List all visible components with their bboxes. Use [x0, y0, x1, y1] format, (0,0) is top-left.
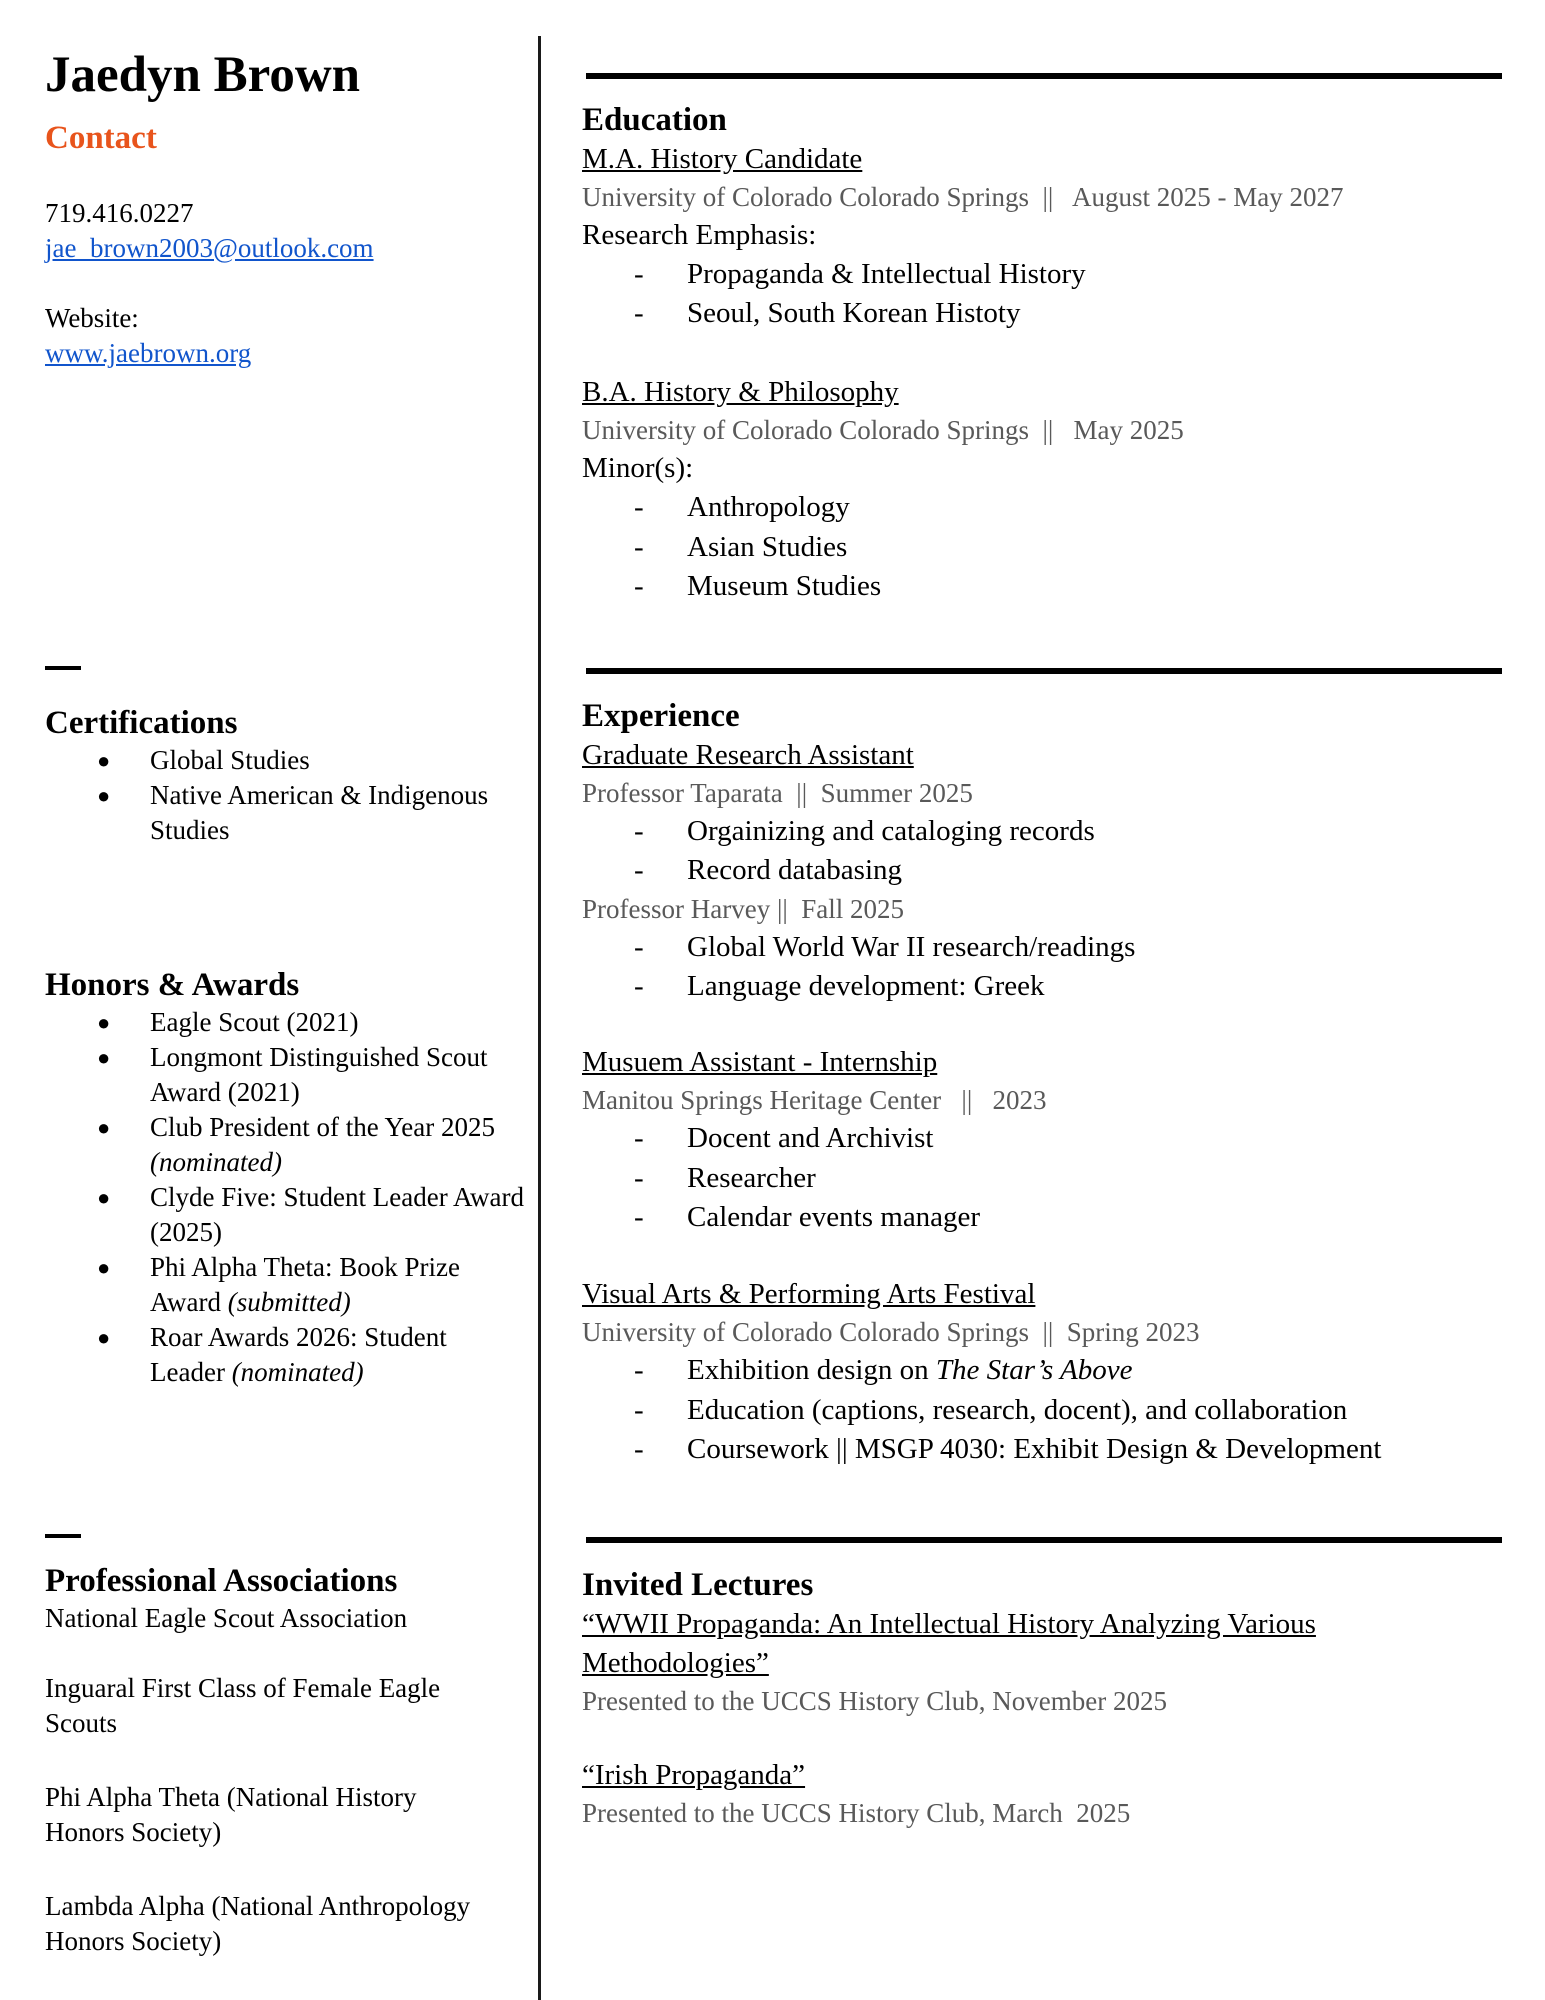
email-link[interactable]: jae_brown2003@outlook.com	[45, 233, 374, 263]
list-item: - Propaganda & Intellectual History	[582, 255, 1344, 295]
list-item: ● Native American & Indigenous Studies	[45, 778, 525, 848]
education-heading: Education	[582, 102, 727, 138]
job-supervisor: Professor Harvey || Fall 2025	[582, 893, 905, 924]
job-title: Visual Arts & Performing Arts Festival	[582, 1278, 1036, 1310]
association-item: Inguaral First Class of Female Eagle Scouts	[45, 1672, 441, 1738]
list-item: - Language development: Greek	[582, 967, 1135, 1007]
website-link[interactable]: www.jaebrown.org	[45, 338, 252, 368]
festival-block	[582, 1275, 1381, 1470]
minors-list	[582, 488, 1184, 607]
experience-heading: Experience	[582, 698, 740, 734]
list-item: - Exhibition design on The Star’s Above	[582, 1351, 1381, 1391]
job-title: Graduate Research Assistant	[582, 738, 914, 771]
list-item: ● Roar Awards 2026: Student Leader (nominated)	[45, 1320, 525, 1390]
degree-title: B.A. History & Philosophy	[582, 376, 899, 408]
certifications-heading: Certifications	[45, 705, 238, 741]
list-item: - Global World War II research/readings	[582, 928, 1135, 968]
lecture-title: “WWII Propaganda: An Intellectual History Analyzing Various Methodologies”	[582, 1607, 1316, 1679]
job-duties	[582, 928, 1135, 1007]
list-item: - Orgainizing and cataloging records	[582, 812, 1135, 852]
degree-institution: University of Colorado Colorado Springs || August 2025 - May 2027	[582, 181, 1344, 212]
job-title: Musuem Assistant - Internship	[582, 1046, 938, 1078]
list-item: ● Global Studies	[45, 743, 525, 778]
list-item: - Record databasing	[582, 851, 1135, 891]
job-supervisor: Professor Taparata || Summer 2025	[582, 777, 973, 808]
list-item: - Coursework || MSGP 4030: Exhibit Design & Development	[582, 1430, 1381, 1470]
museum-block	[582, 1043, 1046, 1238]
honors-heading: Honors & Awards	[45, 967, 300, 1003]
lecture-venue: Presented to the UCCS History Club, November 2025	[582, 1685, 1167, 1716]
honors-section	[45, 967, 525, 1390]
association-item: National Eagle Scout Association	[45, 1602, 408, 1633]
list-item: ● Clyde Five: Student Leader Award (2025)	[45, 1180, 525, 1250]
list-item: ● Eagle Scout (2021)	[45, 1005, 525, 1040]
job-organization: University of Colorado Colorado Springs || Spring 2023	[582, 1317, 1200, 1347]
job-duties	[582, 1351, 1381, 1470]
lecture-venue: Presented to the UCCS History Club, March 2025	[582, 1797, 1131, 1828]
associations-heading: Professional Associations	[45, 1563, 398, 1599]
section-rule	[586, 1537, 1502, 1543]
honors-list	[45, 1005, 525, 1390]
list-item: - Anthropology	[582, 488, 1184, 528]
association-item: Phi Alpha Theta (National History Honors Society)	[45, 1781, 417, 1847]
degree-title: M.A. History Candidate	[582, 142, 863, 175]
list-item: ● Longmont Distinguished Scout Award (2021)	[45, 1040, 525, 1110]
list-item: - Researcher	[582, 1159, 1046, 1199]
lecture-title: “Irish Propaganda”	[582, 1758, 806, 1791]
ba-block	[582, 373, 1184, 607]
job-duties	[582, 812, 1135, 891]
list-item: - Seoul, South Korean Histoty	[582, 294, 1344, 334]
degree-label: Minor(s):	[582, 452, 694, 484]
lectures-section	[582, 1567, 1502, 1832]
column-divider	[538, 36, 541, 2000]
education-section	[582, 102, 1344, 334]
list-item: - Docent and Archivist	[582, 1119, 1046, 1159]
candidate-name: Jaedyn Brown	[45, 47, 361, 103]
job-duties	[582, 1119, 1046, 1238]
website-label: Website:	[45, 303, 139, 333]
list-item: - Education (captions, research, docent), and collaboration	[582, 1391, 1381, 1431]
list-item: ● Phi Alpha Theta: Book Prize Award (submitted)	[45, 1250, 525, 1320]
list-item: ● Club President of the Year 2025 (nominated)	[45, 1110, 525, 1180]
section-marker	[45, 666, 81, 670]
contact-heading: Contact	[45, 120, 157, 156]
list-item: - Calendar events manager	[582, 1198, 1046, 1238]
certifications-list	[45, 743, 525, 848]
experience-section	[582, 698, 1135, 1007]
association-item: Lambda Alpha (National Anthropology Honors Society)	[45, 1890, 471, 1956]
lectures-heading: Invited Lectures	[582, 1567, 814, 1603]
section-marker	[45, 1534, 81, 1538]
job-organization: Manitou Springs Heritage Center || 2023	[582, 1085, 1047, 1115]
degree-institution: University of Colorado Colorado Springs || May 2025	[582, 415, 1184, 445]
phone-number: 719.416.0227	[45, 198, 194, 228]
list-item: - Asian Studies	[582, 528, 1184, 568]
certifications-section	[45, 705, 525, 848]
emphasis-list	[582, 255, 1344, 334]
list-item: - Museum Studies	[582, 567, 1184, 607]
section-rule	[586, 668, 1502, 674]
degree-label: Research Emphasis:	[582, 218, 817, 251]
contact-block	[45, 196, 374, 371]
associations-section	[45, 1563, 525, 1959]
section-rule	[586, 73, 1502, 79]
